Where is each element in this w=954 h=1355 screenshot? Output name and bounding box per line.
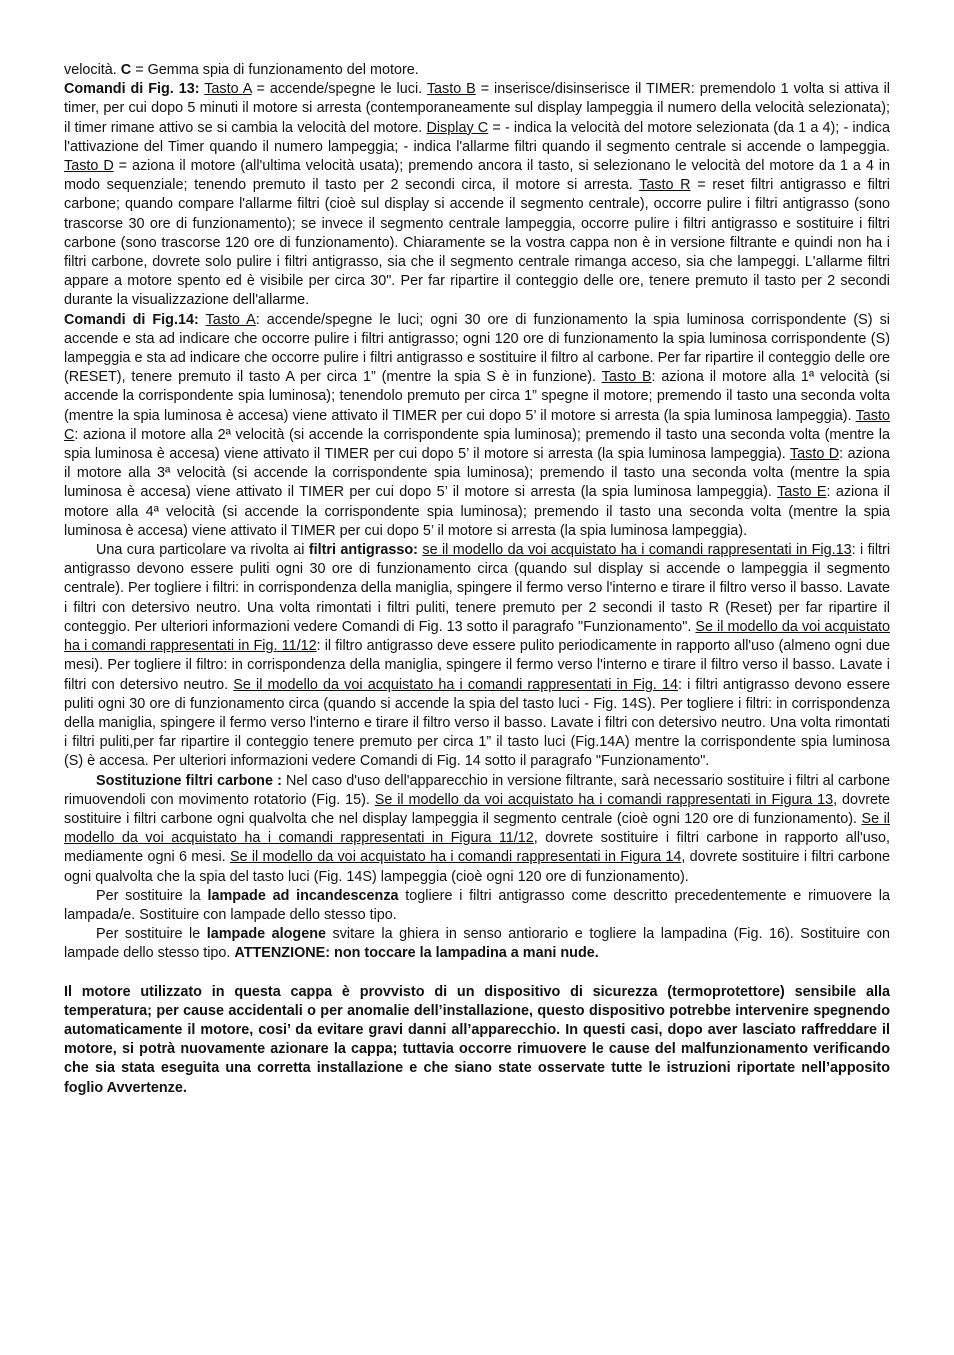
attention-note: ATTENZIONE: non toccare la lampadina a mani nude. — [234, 945, 599, 962]
key-c-label: Tasto C — [64, 407, 890, 443]
condition-figura14: Se il modello da voi acquistato ha i comandi rappresentati in Figura 14 — [229, 849, 682, 866]
key-d-label: Tasto D — [64, 158, 114, 175]
condition-fig11-12: Se il modello da voi acquistato ha i comandi rappresentati in Fig. 11/12 — [64, 618, 890, 655]
key-e-label: Tasto E — [777, 484, 827, 501]
term-halogen-lamps: lampade alogene — [206, 926, 327, 943]
paragraph-grease-filters: Una cura particolare va rivolta ai filtri antigrasso: se il modello da voi acquistato ha i comandi rappresentati in Fig.13: i filtri antigrasso devono essere puliti ogni 30 ore di funzionamento circa (quando sul display si accende o lampeggia il segmento centrale). Per togliere i filtri: in corrispondenza della maniglia, spingere il fermo verso l'interno e tirare il filtro verso il basso. Lavate i filtri con detersivo neutro. Una volta rimontati i filtri puliti, tenere premuto per 2 secondi il tasto R (Reset) per far ripartire il conteggio. Per ulteriori informazioni vedere Comandi di Fig. 13 sotto il paragrafo "Funzionamento". Se il modello da voi acquistato ha i comandi rappresentati in Fig. 11/12: il filtro antigrasso deve essere pulito periodicamente in rapporto all'uso (almeno ogni due mesi). Per togliere il filtro: in corrispondenza della maniglia, spingere il fermo verso l'interno e tirare il filtro verso il basso. Lavate i filtri con detersivo neutro. Se il modello da voi acquistato ha i comandi rappresentati in Fig. 14: i filtri antigrasso devono essere puliti ogni 30 ore di funzionamento circa (quando si accende la spia del tasto luci - Fig. 14S). Per togliere i filtri: in corrispondenza della maniglia, spingere il fermo verso l'interno e tirare il filtro verso il basso. Lavate i filtri con detersivo neutro. Una volta rimontati i filtri puliti,per far ripartire il conteggio tenere premuto per circa 1” il tasto luci (Fig.14A) mentre la corrispondente spia luminosa (S) è accesa. Per ulteriori informazioni vedere Comandi di Fig. 14 sotto il paragrafo "Funzionamento". — [64, 542, 891, 770]
paragraph-commands-fig14: Comandi di Fig.14: Tasto A: accende/spegne le luci; ogni 30 ore di funzionamento la spia luminosa corrispondente (S) si accende e sta ad indicare che occorre pulire i filtri antigrasso; ogni 120 ore di funzionamento la spia luminosa corrispondente (S) lampeggia e sta ad indicare che occorre pulire i filtri antigrasso e sostituire il filtro al carbone. Per far ripartire il conteggio delle ore (RESET), tenere premuto il tasto A per circa 1” (mentre la spia S è in funzione). Tasto B: aziona il motore alla 1ª velocità (si accende la corrispondente spia luminosa); tenendolo premuto per circa 1” spegne il motore; premendo il tasto una seconda volta (mentre la spia luminosa è accesa) viene attivato il TIMER per cui dopo 5’ il motore si arresta (la spia luminosa lampeggia). Tasto C: aziona il motore alla 2ª velocità (si accende la corrispondente spia luminosa); premendo il tasto una seconda volta (mentre la spia luminosa è accesa) viene attivato il TIMER per cui dopo 5’ il motore si arresta (la spia luminosa lampeggia). Tasto D: aziona il motore alla 3ª velocità (si accende la corrispondente spia luminosa); premendo il tasto una seconda volta (mentre la spia luminosa è accesa) viene attivato il TIMER per cui dopo 5’ il motore si arresta (la spia luminosa lampeggia). Tasto E: aziona il motore alla 4ª velocità (si accende la corrispondente spia luminosa); premendo il tasto una seconda volta (mentre la spia luminosa è accesa) viene attivato il TIMER per cui dopo 5’ il motore si arresta (la spia luminosa lampeggia). — [64, 311, 890, 539]
display-c-label: Display C — [426, 119, 489, 136]
key-a-label: Tasto A — [204, 81, 252, 98]
paragraph-thermal-protection-warning: Il motore utilizzato in questa cappa è provvisto di un dispositivo di sicurezza (termoprotettore) sensibile alla temperatura; per cause accidentali o per anomalie dell’installazione, questo dispositivo potrebbe intervenire spegnendo automaticamente il motore, cosi’ da evitare gravi danni all’apparecchio. In questi casi, dopo aver lasciato raffreddare il motore, si potrà nuovamente azionare la cappa; tuttavia occorre rimuovere le cause del malfunzionamento verificando che sia stata eseguita una corretta installazione e che siano state osservate tutte le istruzioni riportate nell’apposito foglio Avvertenze. — [64, 983, 890, 1096]
paragraph-halogen-lamps: Per sostituire le lampade alogene svitare la ghiera in senso antiorario e togliere la lampadina (Fig. 16). Sostituire con lampade dello stesso tipo. ATTENZIONE: non toccare la lampadina a mani nude. — [64, 926, 890, 962]
paragraph-incandescent-lamps: Per sostituire la lampade ad incandescenza togliere i filtri antigrasso come descritto precedentemente e rimuovere la lampada/e. Sostituire con lampade dello stesso tipo. — [64, 887, 890, 923]
key-b-label: Tasto B — [601, 369, 652, 386]
paragraph-commands-fig13: Comandi di Fig. 13: Tasto A = accende/spegne le luci. Tasto B = inserisce/disinserisce il TIMER: premendolo 1 volta si attiva il timer, per cui dopo 5 minuti il motore si arresta (contemporaneamente sul display lampeggia il numero della velocità selezionata); il timer rimane attivo se si cambia la velocità del motore. Display C = - indica la velocità del motore selezionata (da 1 a 4); - indica l'attivazione del Timer quando il numero lampeggia; - indica l'allarme filtri quando il segmento centrale si accende o lampeggia. Tasto D = aziona il motore (all'ultima velocità usata); premendo ancora il tasto, si selezionano le velocità del motore da 1 a 4 in modo sequenziale; tenendo premuto il tasto per 2 secondi circa, il motore si arresta. Tasto R = reset filtri antigrasso e filtri carbone; quando compare l'allarme filtri (cioè sul display si accende il segmento centrale), occorre pulire i filtri antigrasso (sono trascorse 30 ore di funzionamento); se invece il segmento centrale lampeggia, occorre pulire i filtri antigrasso e sostituire i filtri carbone (sono trascorse 120 ore di funzionamento). Chiaramente se la vostra cappa non è in versione filtrante e quindi non ha i filtri carbone, dovrete solo pulire i filtri antigrasso, sia che il segmento centrale rimanga acceso, sia che lampeggi. L'allarme filtri appare a motore spento ed è visibile per circa 30". Per far ripartire il conteggio delle ore, tenere premuto il tasto per 2 secondi durante la visualizzazione dell'allarme. — [64, 81, 891, 309]
heading-commands-fig14: Comandi di Fig.14: — [64, 311, 199, 328]
label-c: C — [120, 62, 132, 78]
key-d-label: Tasto D — [789, 446, 840, 463]
manual-page — [64, 61, 890, 1098]
key-a-label: Tasto A — [205, 311, 256, 328]
condition-figura11-12: Se il modello da voi acquistato ha i comandi rappresentati in Figura 11/12 — [64, 810, 890, 847]
key-r-label: Tasto R — [639, 177, 691, 194]
term-grease-filters: filtri antigrasso: — [308, 542, 418, 559]
term-incandescent-lamps: lampade ad incandescenza — [207, 887, 399, 904]
heading-carbon-filters: Sostituzione filtri carbone : — [96, 772, 282, 789]
condition-fig13: se il modello da voi acquistato ha i comandi rappresentati in Fig.13 — [422, 542, 852, 559]
condition-figura13: Se il modello da voi acquistato ha i comandi rappresentati in Figura 13 — [374, 791, 834, 808]
condition-fig14: Se il modello da voi acquistato ha i comandi rappresentati in Fig. 14 — [233, 676, 678, 693]
spacer — [64, 964, 890, 983]
paragraph-motor-indicator: velocità. C = Gemma spia di funzionamento del motore. — [64, 62, 419, 78]
paragraph-carbon-filters: Sostituzione filtri carbone : Nel caso d'uso dell'apparecchio in versione filtrante, sarà necessario sostituire i filtri al carbone rimuovendoli con movimento rotatorio (Fig. 15). Se il modello da voi acquistato ha i comandi rappresentati in Figura 13, dovrete sostituire i filtri carbone ogni qualvolta che nel display lampeggia il segmento centrale (cioè ogni 120 ore di funzionamento). Se il modello da voi acquistato ha i comandi rappresentati in Figura 11/12, dovrete sostituire i filtri carbone in rapporto all'uso, mediamente ogni 6 mesi. Se il modello da voi acquistato ha i comandi rappresentati in Figura 14, dovrete sostituire i filtri carbone ogni qualvolta che la spia del tasto luci (Fig. 14S) lampeggia (cioè ogni 120 ore di funzionamento). — [64, 772, 891, 885]
heading-commands-fig13: Comandi di Fig. 13: — [64, 81, 200, 98]
key-b-label: Tasto B — [426, 81, 476, 98]
